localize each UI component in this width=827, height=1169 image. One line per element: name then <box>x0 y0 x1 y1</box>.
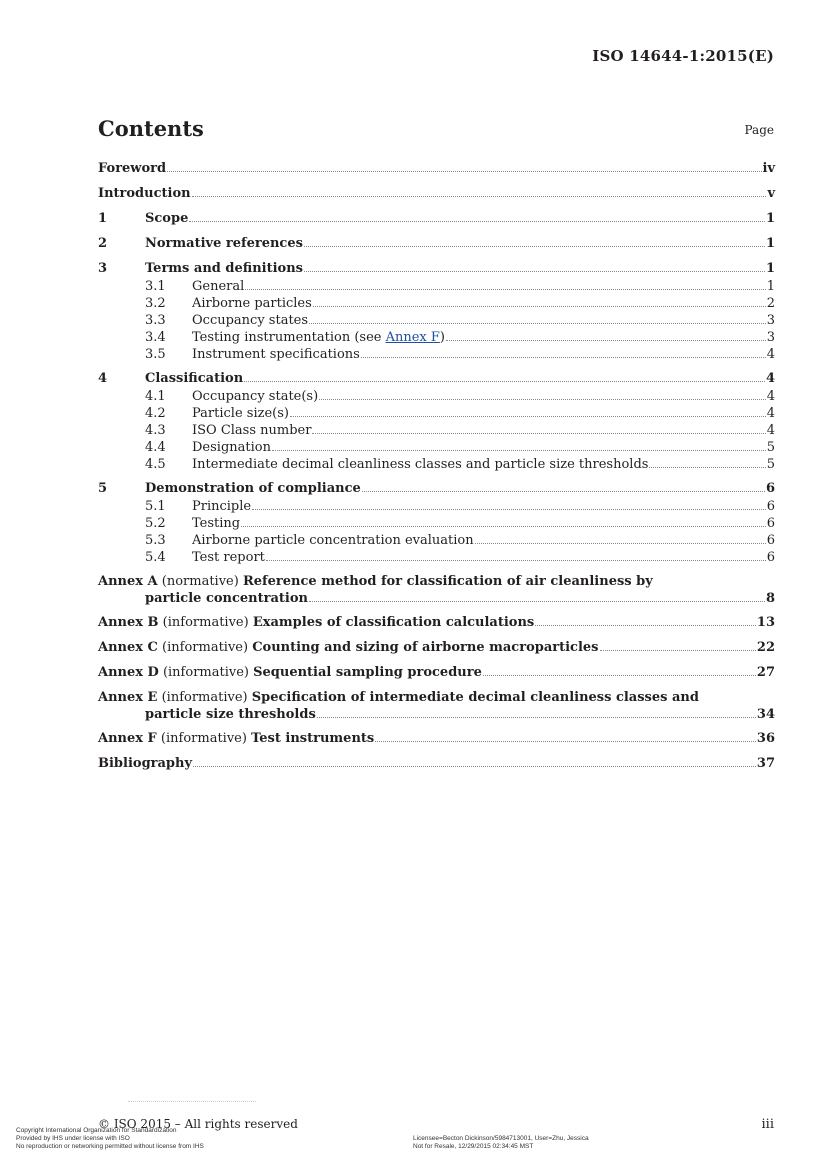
leader-dots <box>167 171 761 172</box>
toc-entry-scope[interactable] <box>98 210 775 228</box>
toc-entry-annex-e[interactable] <box>98 689 775 723</box>
annex-title: Specification of intermediate decimal cleanliness classes and <box>251 690 699 705</box>
toc-entry-title: Scope <box>145 211 189 226</box>
toc-subsection-number: 3.5 <box>145 347 166 362</box>
annex-title: Counting and sizing of airborne macroparticles <box>252 640 599 655</box>
toc-subentry-testing[interactable] <box>98 515 775 532</box>
toc-entry-classification[interactable] <box>98 370 775 388</box>
annex-type: (informative) <box>160 731 247 746</box>
toc-subentry-designation[interactable] <box>98 439 775 456</box>
toc-entry-title: Classification <box>145 371 244 386</box>
leader-dots <box>193 766 756 767</box>
toc-subsection-number: 5.2 <box>145 516 166 531</box>
title-suffix: ) <box>439 330 445 345</box>
toc-subsection-number: 4.4 <box>145 440 166 455</box>
annex-f-link[interactable]: Annex F <box>385 330 440 345</box>
toc-section-number: 4 <box>98 371 108 386</box>
toc-entry-annex-d[interactable] <box>98 664 775 682</box>
toc-subentry-title: Designation <box>192 440 271 455</box>
toc-subentry-title: Principle <box>192 499 252 514</box>
toc-subsection-number: 4.2 <box>145 406 166 421</box>
toc-subentry-title: Test report <box>192 550 265 565</box>
toc-subentry-title: Airborne particles <box>192 296 312 311</box>
toc-entry-annex-b[interactable] <box>98 614 775 632</box>
page-number: iii <box>761 1117 774 1132</box>
leader-dots <box>600 650 756 651</box>
toc-page-number: 1 <box>765 211 775 226</box>
annex-type: (informative) <box>162 640 249 655</box>
annex-type: (informative) <box>161 690 248 705</box>
toc-page-number: 6 <box>766 533 775 548</box>
toc-entry-title: Introduction <box>98 186 191 201</box>
toc-entry-title: Terms and definitions <box>145 261 303 276</box>
leader-dots <box>446 340 766 341</box>
copyright-notice: © ISO 2015 – All rights reserved <box>98 1117 298 1131</box>
annex-label: Annex D <box>98 665 159 680</box>
leader-dots <box>483 675 756 676</box>
toc-page-number: 6 <box>766 516 775 531</box>
leader-dots <box>309 601 765 602</box>
annex-type: (normative) <box>161 574 239 589</box>
toc-subentry-airborne-particles[interactable] <box>98 295 775 312</box>
leader-dots <box>189 221 765 222</box>
toc-subentry-intermediate-decimal-classes[interactable] <box>98 456 775 473</box>
annex-label: Annex C <box>98 640 158 655</box>
leader-dots <box>290 416 766 417</box>
toc-subentry-principle[interactable] <box>98 498 775 515</box>
annex-title-continued: particle concentration <box>145 591 308 606</box>
leader-dots <box>313 306 766 307</box>
license-stamp-right <box>413 1135 589 1151</box>
leader-dots <box>241 526 766 527</box>
annex-label: Annex F <box>98 731 157 746</box>
leader-dots <box>304 271 765 272</box>
leader-dots <box>304 246 765 247</box>
toc-subsection-number: 3.1 <box>145 279 166 294</box>
toc-subentry-testing-instrumentation[interactable] <box>98 329 775 346</box>
toc-page-number: 4 <box>766 389 775 404</box>
leader-dots <box>319 399 766 400</box>
toc-entry-title: Foreword <box>98 161 167 176</box>
toc-page-number: 37 <box>756 756 775 771</box>
toc-subsection-number: 3.4 <box>145 330 166 345</box>
toc-subentry-title: Testing <box>192 516 241 531</box>
leader-dots <box>245 289 765 290</box>
toc-subentry-particle-sizes[interactable] <box>98 405 775 422</box>
toc-page-number: 5 <box>766 457 775 472</box>
toc-subsection-number: 4.3 <box>145 423 166 438</box>
stamp-line: Provided by IHS under license with ISO <box>16 1135 130 1142</box>
toc-subentry-title: Particle size(s) <box>192 406 289 421</box>
toc-entry-title: Normative references <box>145 236 303 251</box>
toc-subentry-title: Instrument specifications <box>192 347 360 362</box>
toc-subentry-title: Intermediate decimal cleanliness classes and particle size thresholds <box>192 457 649 472</box>
annex-title: Examples of classification calculations <box>252 615 535 630</box>
toc-page-number: 1 <box>765 236 775 251</box>
leader-dots <box>192 196 767 197</box>
leader-dots <box>312 433 765 434</box>
toc-entry-annex-f[interactable] <box>98 730 775 748</box>
toc-page-number: 3 <box>766 330 775 345</box>
annex-title: Test instruments <box>251 731 375 746</box>
toc-page-number: 6 <box>766 499 775 514</box>
leader-dots <box>317 717 756 718</box>
toc-entry-foreword[interactable] <box>98 160 775 178</box>
annex-label: Annex B <box>98 615 159 630</box>
page-title: Contents <box>98 116 204 141</box>
annex-label: Annex A <box>98 574 158 589</box>
annex-title-continued: particle size thresholds <box>145 707 316 722</box>
toc-subsection-number: 5.3 <box>145 533 166 548</box>
toc-page-number: 1 <box>766 279 775 294</box>
toc-subsection-number: 5.4 <box>145 550 166 565</box>
toc-subentry-concentration-evaluation[interactable] <box>98 532 775 549</box>
toc-entry-annex-c[interactable] <box>98 639 775 657</box>
toc-subsection-number: 3.2 <box>145 296 166 311</box>
toc-entry-introduction[interactable] <box>98 185 775 203</box>
toc-subsection-number: 4.5 <box>145 457 166 472</box>
toc-subentry-title: General <box>192 279 245 294</box>
toc-page-number: 6 <box>766 550 775 565</box>
leader-dots <box>475 543 766 544</box>
table-of-contents <box>98 160 775 773</box>
toc-subentry-iso-class-number[interactable] <box>98 422 775 439</box>
leader-dots <box>266 560 766 561</box>
leader-dots <box>649 467 765 468</box>
faint-divider <box>128 1101 256 1102</box>
standard-identifier: ISO 14644-1:2015(E) <box>592 47 774 65</box>
toc-page-number: 34 <box>756 707 775 722</box>
toc-page-number: 27 <box>756 665 775 680</box>
toc-subentry-test-report[interactable] <box>98 549 775 566</box>
toc-subentry-general[interactable] <box>98 278 775 295</box>
stamp-line: Licensee=Becton Dickinson/5984713001, User=Zhu, Jessica <box>413 1135 589 1142</box>
toc-entry-annex-a[interactable] <box>98 573 775 607</box>
toc-page-number: 4 <box>766 406 775 421</box>
toc-subentry-title: ISO Class number <box>192 423 312 438</box>
toc-page-number: 5 <box>766 440 775 455</box>
toc-page-number: 4 <box>765 371 775 386</box>
annex-label: Annex E <box>98 690 158 705</box>
toc-subentry-occupancy-state[interactable] <box>98 388 775 405</box>
toc-subsection-number: 5.1 <box>145 499 166 514</box>
stamp-line: No reproduction or networking permitted without license from IHS <box>16 1143 204 1150</box>
leader-dots <box>309 323 766 324</box>
leader-dots <box>244 381 765 382</box>
toc-subsection-number: 3.3 <box>145 313 166 328</box>
toc-page-number: 13 <box>756 615 775 630</box>
toc-page-number: v <box>767 186 775 201</box>
leader-dots <box>375 741 756 742</box>
toc-page-number: 3 <box>766 313 775 328</box>
toc-subsection-number: 4.1 <box>145 389 166 404</box>
toc-subentry-title: Airborne particle concentration evaluation <box>192 533 474 548</box>
title-prefix: Testing instrumentation (see <box>192 330 386 345</box>
annex-title: Reference method for classification of air cleanliness by <box>242 574 653 589</box>
license-stamp-left <box>16 1127 204 1151</box>
toc-subentry-occupancy-states[interactable] <box>98 312 775 329</box>
toc-page-number: 4 <box>766 347 775 362</box>
toc-section-number: 1 <box>98 211 108 226</box>
stamp-line: Not for Resale, 12/29/2015 02:34:45 MST <box>413 1143 534 1150</box>
toc-entry-title: Demonstration of compliance <box>145 481 361 496</box>
leader-dots <box>362 491 765 492</box>
leader-dots <box>535 625 756 626</box>
toc-subentry-title <box>192 329 445 346</box>
toc-entry-bibliography[interactable] <box>98 755 775 773</box>
stamp-line: Copyright International Organization for Standardization <box>16 1127 177 1134</box>
toc-entry-normative-references[interactable] <box>98 235 775 253</box>
leader-dots <box>272 450 766 451</box>
page-column-label: Page <box>744 123 774 137</box>
toc-subentry-title: Occupancy state(s) <box>192 389 319 404</box>
annex-title: Sequential sampling procedure <box>253 665 482 680</box>
toc-page-number: iv <box>762 161 775 176</box>
toc-page-number: 4 <box>766 423 775 438</box>
toc-subentry-instrument-specifications[interactable] <box>98 346 775 363</box>
toc-entry-terms-and-definitions[interactable] <box>98 260 775 278</box>
toc-page-number: 36 <box>756 731 775 746</box>
toc-entry-demonstration-of-compliance[interactable] <box>98 480 775 498</box>
toc-section-number: 3 <box>98 261 108 276</box>
leader-dots <box>252 509 766 510</box>
toc-page-number: 2 <box>766 296 775 311</box>
toc-page-number: 6 <box>765 481 775 496</box>
toc-page-number: 22 <box>756 640 775 655</box>
annex-type: (informative) <box>162 615 249 630</box>
annex-type: (informative) <box>162 665 249 680</box>
toc-section-number: 5 <box>98 481 108 496</box>
toc-section-number: 2 <box>98 236 108 251</box>
toc-entry-title: Bibliography <box>98 756 193 771</box>
toc-page-number: 1 <box>765 261 775 276</box>
toc-subentry-title: Occupancy states <box>192 313 309 328</box>
leader-dots <box>361 357 766 358</box>
toc-page-number: 8 <box>765 591 775 606</box>
